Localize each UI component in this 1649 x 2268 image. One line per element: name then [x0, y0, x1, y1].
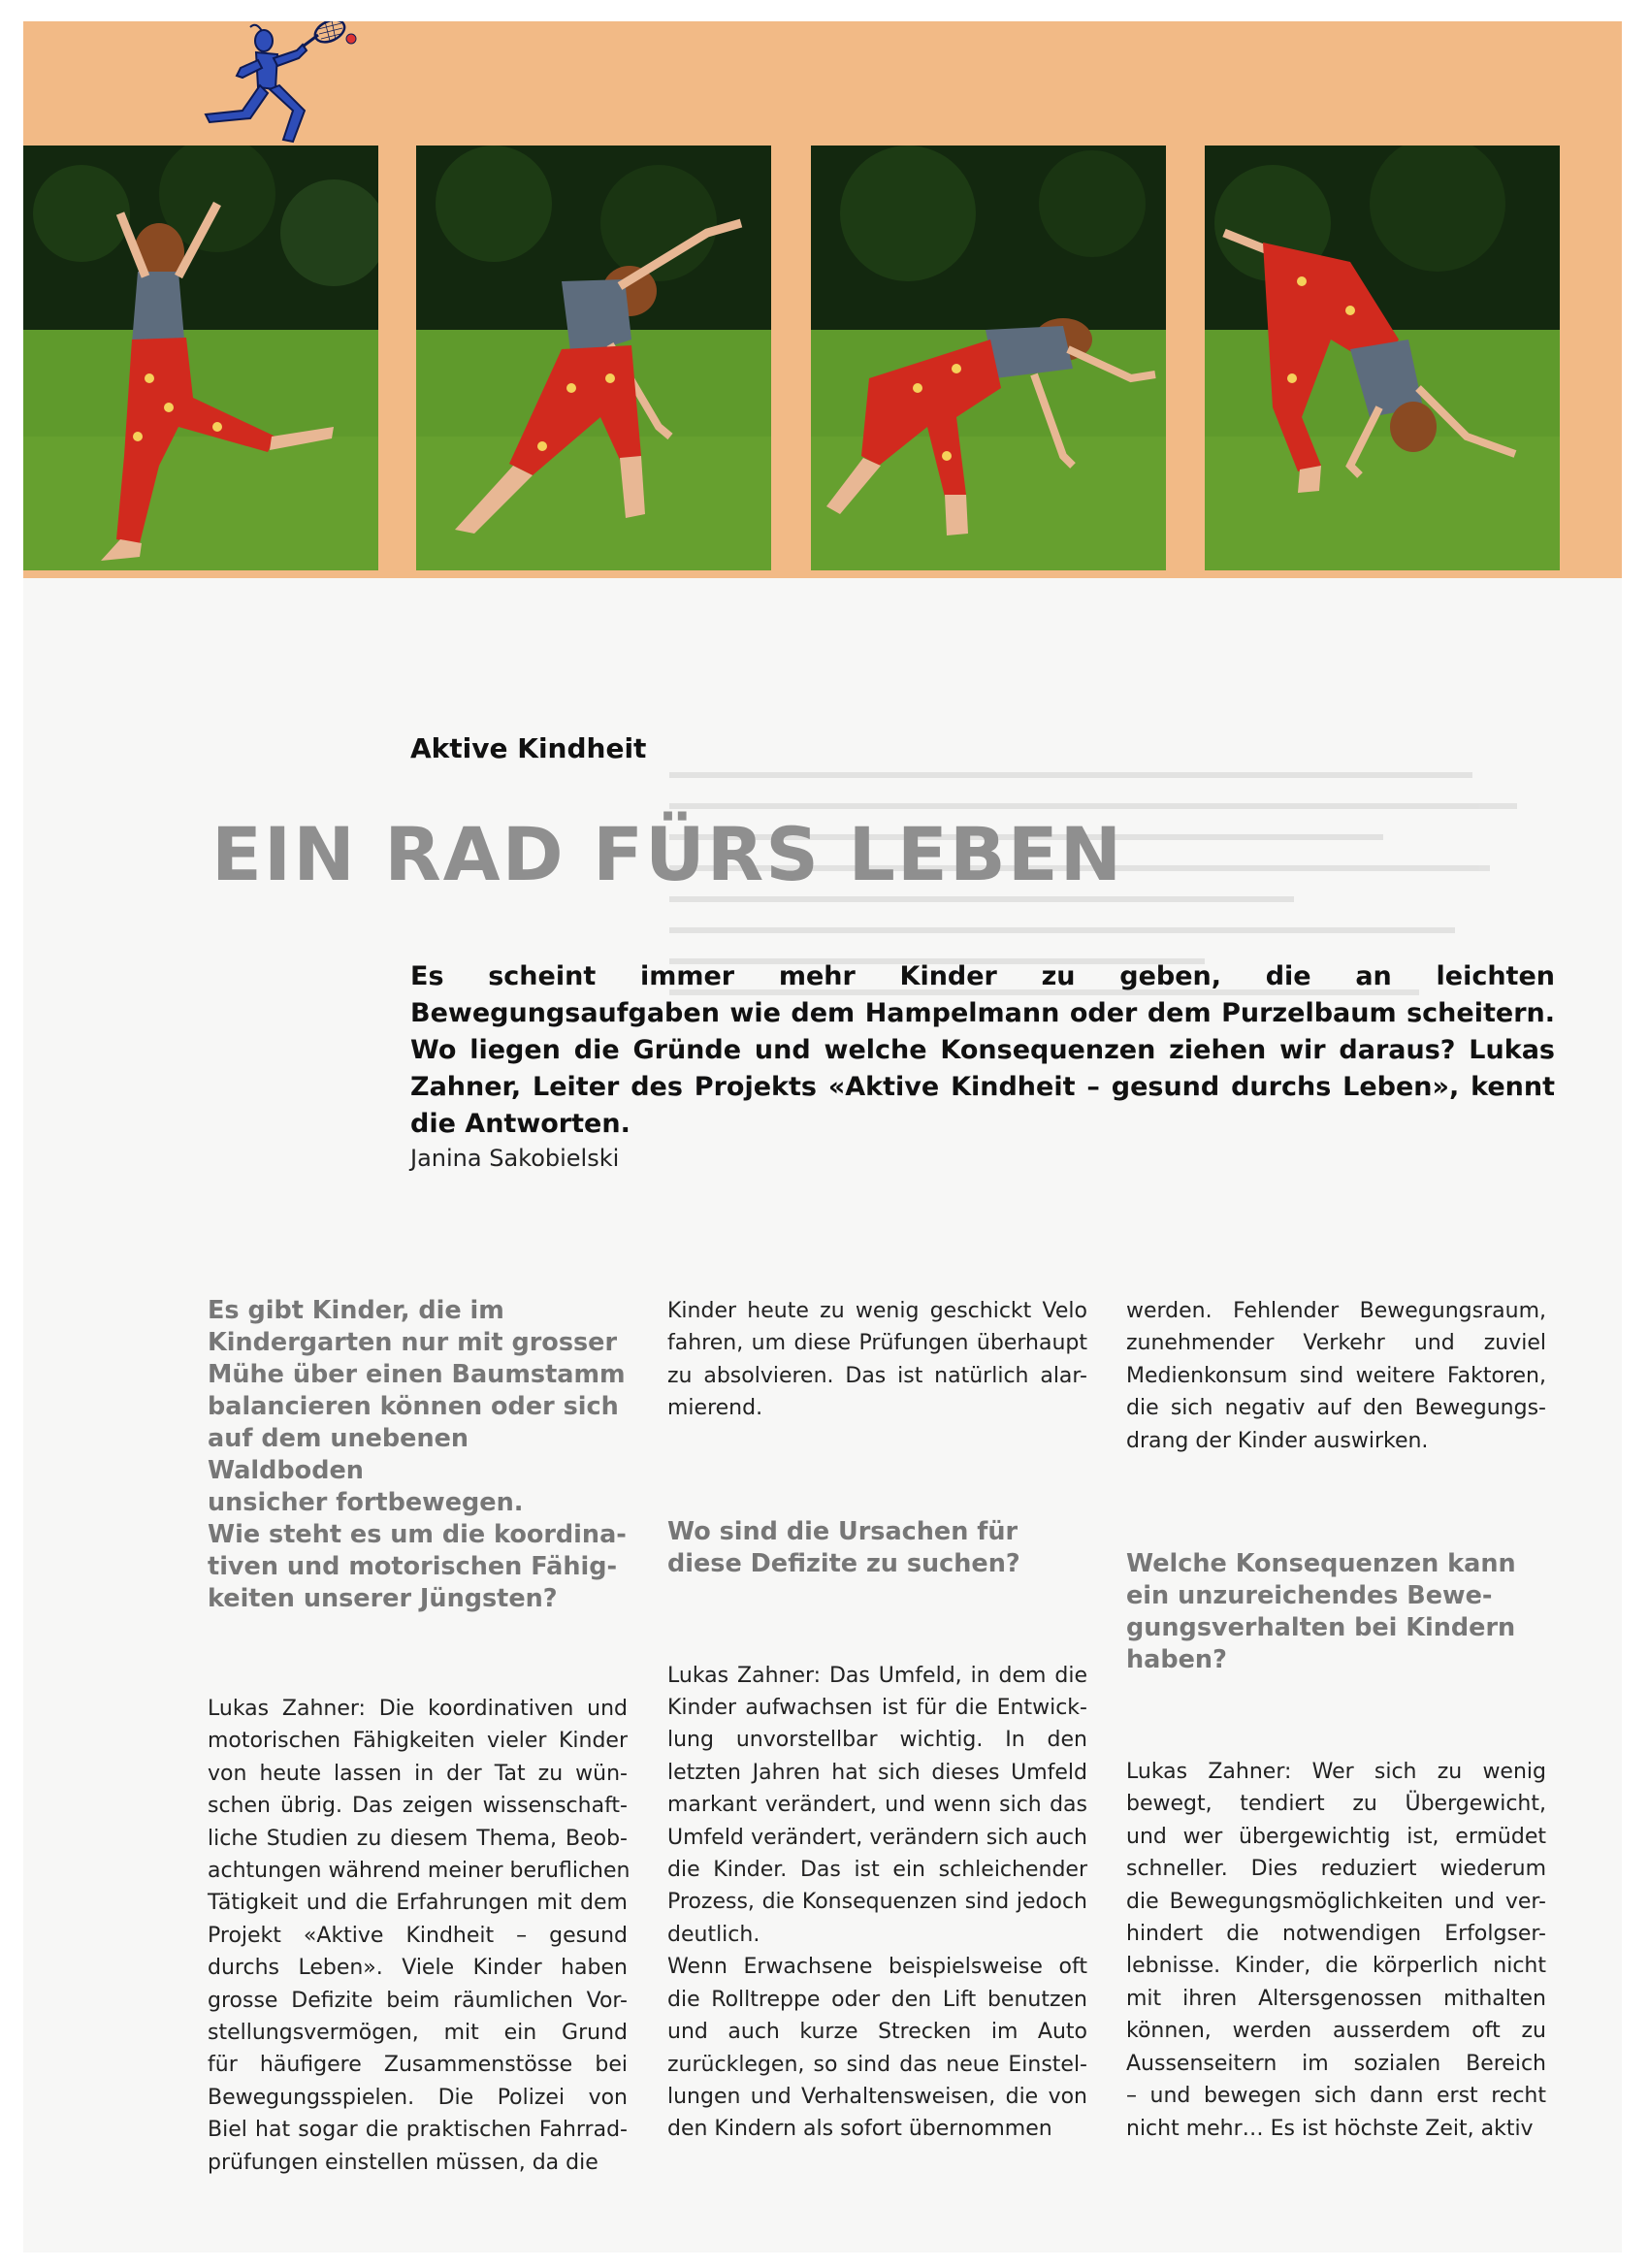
question-3 — [1126, 1548, 1546, 1676]
question-2 — [667, 1516, 1087, 1580]
body-line: die Kinder. Das ist ein schleichender — [667, 1858, 1087, 1883]
body-line: Kinder aufwachsen ist für die Entwick- — [667, 1696, 1087, 1721]
cartwheel-phase-4-photo — [1205, 146, 1560, 570]
body-line: von heute lassen in der Tat zu wün- — [208, 1761, 628, 1786]
body-line: mit ihren Altersgenossen mithalten — [1126, 1986, 1546, 2011]
body-line: Umfeld verändert, verändern sich auch — [667, 1825, 1087, 1850]
body-line: Medienkonsum sind weitere Faktoren, — [1126, 1363, 1546, 1388]
cartwheel-phase-3-photo — [811, 146, 1166, 570]
body-line: lungen und Verhaltensweisen, die von — [667, 2084, 1087, 2109]
question-line: Welche Konsequenzen kann — [1126, 1549, 1516, 1579]
question-line: Wo sind die Ursachen für — [667, 1516, 1018, 1546]
body-line: zunehmender Verkehr und zuviel — [1126, 1331, 1546, 1356]
question-line: diese Defizite zu suchen? — [667, 1548, 1020, 1578]
body-line: können, werden ausserdem oft zu — [1126, 2019, 1546, 2044]
body-line: Kinder heute zu wenig geschickt Velo — [667, 1299, 1087, 1323]
body-line: die sich negativ auf den Bewegungs- — [1126, 1396, 1546, 1421]
body-line: Lukas Zahner: Die koordinativen und — [208, 1697, 628, 1721]
body-line: werden. Fehlender Bewegungsraum, — [1126, 1299, 1546, 1323]
body-line: Bewegungsspielen. Die Polizei von — [208, 2085, 628, 2110]
body-line: nicht mehr… Es ist höchste Zeit, aktiv — [1126, 2116, 1534, 2141]
body-line: mierend. — [667, 1396, 763, 1421]
body-line: Biel hat sogar die praktischen Fahrrad- — [208, 2118, 628, 2143]
running-figure-with-racket-icon — [184, 21, 359, 147]
body-line: Lukas Zahner: Wer sich zu wenig — [1126, 1760, 1546, 1785]
body-line: und auch kurze Strecken im Auto — [667, 2020, 1087, 2045]
body-line: Projekt «Aktive Kindheit – gesund — [208, 1923, 628, 1948]
question-line: Mühe über einen Baumstamm — [208, 1360, 626, 1389]
body-line: motorischen Fähigkeiten vieler Kinder — [208, 1729, 628, 1754]
body-line: bewegt, tendiert zu Übergewicht, — [1126, 1792, 1546, 1817]
article-byline: Janina Sakobielski — [410, 1145, 620, 1172]
body-line: lung unvorstellbar wichtig. In den — [667, 1728, 1087, 1753]
body-line: die Bewegungsmöglichkeiten und ver- — [1126, 1889, 1546, 1914]
question-line: Kindergarten nur mit grosser — [208, 1328, 618, 1357]
body-line: und wer übergewichtig ist, ermüdet — [1126, 1824, 1546, 1849]
question-line: unsicher fortbewegen. — [208, 1488, 524, 1517]
question-line: balancieren können oder sich — [208, 1392, 619, 1421]
body-line: markant verändert, und wenn sich das — [667, 1793, 1087, 1818]
article-lead: Es scheint immer mehr Kinder zu geben, die an leichten Bewegungsaufgaben wie dem Hampelmann oder dem Purzelbaum scheitern. Wo liegen die Gründe und welche Konsequenzen ziehen wir daraus? Lukas Zahner, Leiter des Projekts «Aktive Kindheit – gesund durchs Leben», kennt die Antworten. — [410, 961, 1555, 1139]
body-line: Wenn Erwachsene beispielsweise oft — [667, 1955, 1087, 1980]
column-2 — [667, 1295, 1087, 2146]
body-line: liche Studien zu diesem Thema, Beob- — [208, 1826, 628, 1851]
body-line: Lukas Zahner: Das Umfeld, in dem die — [667, 1663, 1087, 1688]
body-line: zu absolvieren. Das ist natürlich alar- — [667, 1363, 1087, 1388]
body-line: die Rolltreppe oder den Lift benutzen — [667, 1987, 1087, 2012]
cartwheel-phase-1-photo — [23, 146, 378, 570]
continued-text-3 — [1126, 1295, 1546, 1457]
body-line: für häufigere Zusammenstösse bei — [208, 2053, 628, 2078]
body-line: letzten Jahren hat sich dieses Umfeld — [667, 1760, 1087, 1785]
body-line: durchs Leben». Viele Kinder haben — [208, 1956, 628, 1981]
body-line: Aussenseitern im sozialen Bereich — [1126, 2051, 1546, 2076]
question-line: gungsverhalten bei Kindern — [1126, 1613, 1516, 1643]
body-line: schneller. Dies reduziert wiederum — [1126, 1857, 1546, 1882]
body-line: schen übrig. Das zeigen wissenschaft- — [208, 1794, 628, 1819]
question-1 — [208, 1295, 628, 1615]
question-line: keiten unserer Jüngsten? — [208, 1584, 558, 1613]
body-line: Prozess, die Konsequenzen sind jedoch — [667, 1890, 1087, 1915]
question-line: haben? — [1126, 1645, 1227, 1675]
body-line: fahren, um diese Prüfungen überhaupt — [667, 1331, 1087, 1356]
column-1 — [208, 1295, 628, 2179]
answer-3 — [1126, 1756, 1546, 2145]
body-line: den Kindern als sofort übernommen — [667, 2117, 1052, 2142]
answer-1 — [208, 1693, 628, 2179]
body-line: Tätigkeit und die Erfahrungen mit dem — [208, 1891, 628, 1916]
body-line: deutlich. — [667, 1922, 760, 1947]
body-line: drang der Kinder auswirken. — [1126, 1428, 1429, 1453]
body-line: – und bewegen sich dann erst recht — [1126, 2084, 1546, 2109]
question-line: ein unzureichendes Bewe- — [1126, 1581, 1493, 1611]
continued-text-2 — [667, 1295, 1087, 1425]
body-line: grosse Defizite beim räumlichen Vor- — [208, 1988, 628, 2013]
body-line: zurücklegen, so sind das neue Einstel- — [667, 2052, 1087, 2077]
body-line: prüfungen einstellen müssen, da die — [208, 2150, 598, 2175]
question-line: Es gibt Kinder, die im — [208, 1296, 504, 1325]
body-line: achtungen während meiner beruflichen — [208, 1859, 630, 1884]
page-edge — [1622, 582, 1649, 2268]
answer-2 — [667, 1660, 1087, 2146]
question-line: tiven und motorischen Fähig- — [208, 1552, 618, 1581]
body-line: stellungsvermögen, mit ein Grund — [208, 2021, 628, 2046]
question-line: Wie steht es um die koordina- — [208, 1520, 627, 1549]
article-kicker: Aktive Kindheit — [410, 732, 647, 764]
question-line: auf dem unebenen Waldboden — [208, 1424, 469, 1485]
column-3 — [1126, 1295, 1546, 2145]
body-line: lebnisse. Kinder, die körperlich nicht — [1126, 1954, 1546, 1979]
body-line: hindert die notwendigen Erfolgser- — [1126, 1922, 1546, 1947]
cartwheel-phase-2-photo — [416, 146, 771, 570]
article-title: EIN RAD FÜRS LEBEN — [211, 811, 1124, 897]
